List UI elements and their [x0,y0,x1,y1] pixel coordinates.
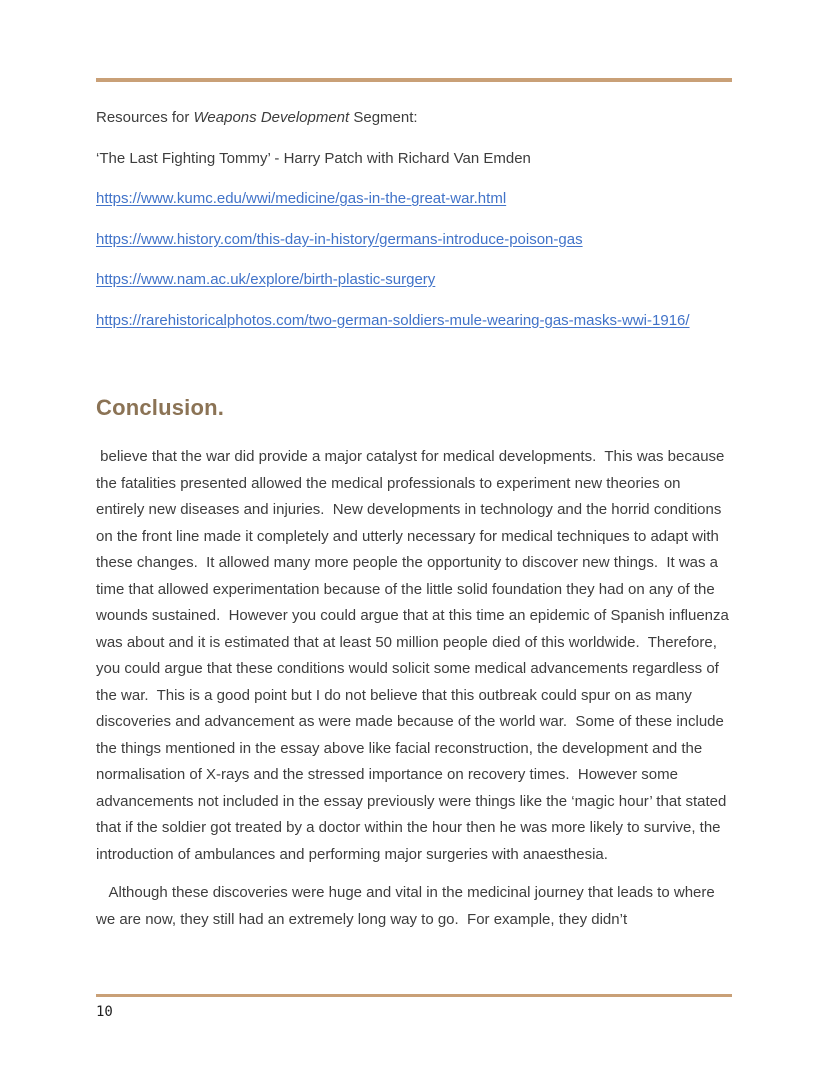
resource-link-rarehistoricalphotos[interactable]: https://rarehistoricalphotos.com/two-german-soldiers-mule-wearing-gas-masks-wwi-1916/ [96,311,690,329]
resource-link-row [96,308,732,335]
resource-link-kumc[interactable]: https://www.kumc.edu/wwi/medicine/gas-in-the-great-war.html [96,190,507,207]
page-footer [96,994,732,1020]
page-number: 10 [96,1004,113,1020]
resource-link-nam[interactable]: https://www.nam.ac.uk/explore/birth-plastic-surgery [96,271,436,288]
resource-link-row [96,227,732,254]
conclusion-paragraph-1: believe that the war did provide a major catalyst for medical developments. This was because the fatalities presented allowed the medical professionals to experiment new theories on entirely new diseases and injuries. New developments in technology and the horrid conditions on the front line made it completely and utterly necessary for medical techniques to adapt with these changes. It allowed many more people the opportunity to discover new things. It was a time that allowed experimentation because of the little solid foundation they had on any of the wounds sustained. However you could argue that at this time an epidemic of Spanish influenza was about and it is estimated that at least 50 million people died of this worldwide. Therefore, you could argue that these conditions would solicit some medical advancements regardless of the war. This is a good point but I do not believe that this outbreak could spur on as many discoveries and advancement as were made because of the world war. Some of these include the things mentioned in the essay above like facial reconstruction, the development and the normalisation of X-rays and the stressed importance on recovery times. However some advancements not included in the essay previously were things like the ‘magic hour’ that stated that if the soldier got treated by a doctor within the hour then he was more likely to survive, the introduction of ambulances and performing major surgeries with anaesthesia. [96,448,734,863]
conclusion-heading: Conclusion. [96,395,225,420]
book-reference-line: ‘The Last Fighting Tommy’ - Harry Patch with Richard Van Emden [96,149,531,167]
resources-intro-italic: Weapons Development [193,109,350,126]
resource-link-row [96,186,732,213]
resource-link-row [96,267,732,294]
resource-link-history[interactable]: https://www.history.com/this-day-in-history/germans-introduce-poison-gas [96,230,583,248]
resources-intro-prefix: Resources for [96,109,194,126]
conclusion-paragraph-2: Although these discoveries were huge and vital in the medicinal journey that leads to where we are now, they still had an extremely long way to go. For example, they didn’t [96,884,719,928]
resources-intro-line [96,105,732,132]
resources-intro-suffix: Segment: [349,109,418,126]
top-divider [96,78,732,82]
bottom-divider [96,994,732,997]
